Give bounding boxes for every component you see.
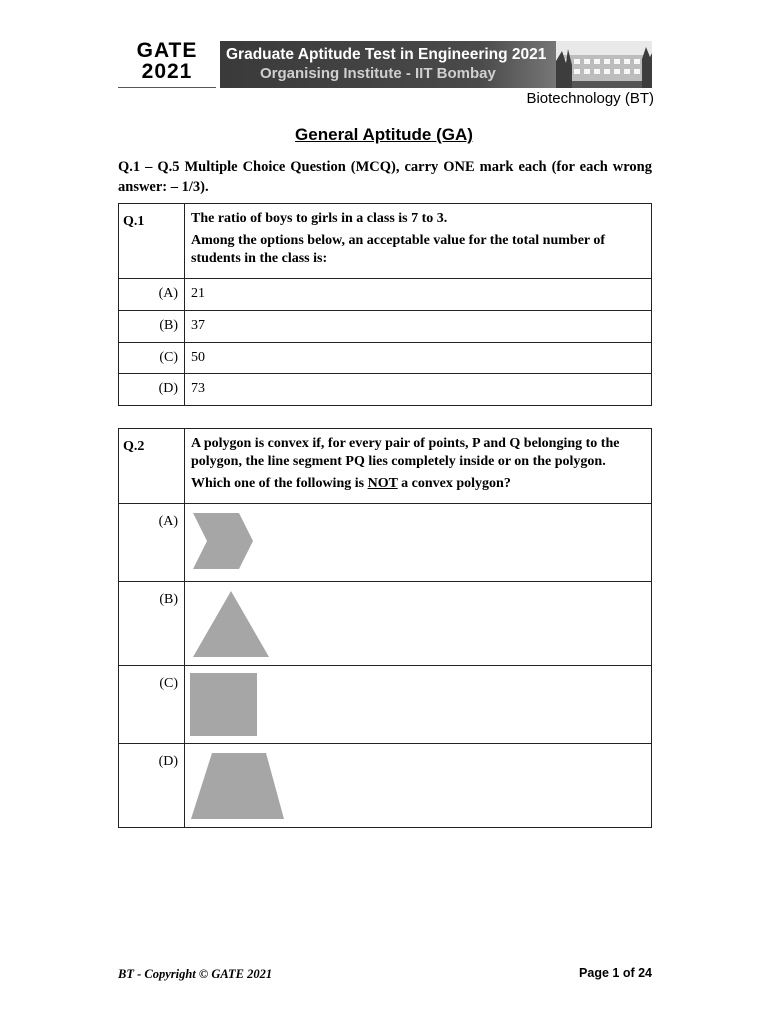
question-1-table bbox=[118, 203, 652, 406]
option-label: (D) bbox=[119, 744, 185, 828]
banner-title: Graduate Aptitude Test in Engineering 2021 bbox=[226, 46, 547, 63]
banner-subtitle: Organising Institute - IIT Bombay bbox=[260, 65, 496, 82]
stem-text: Which one of the following is bbox=[191, 476, 368, 491]
option-b[interactable] bbox=[185, 582, 652, 666]
option-d[interactable] bbox=[185, 744, 652, 828]
logo-line1: GATE bbox=[136, 39, 198, 62]
stem-line: The ratio of boys to girls in a class is 7 to 3. bbox=[191, 211, 448, 226]
question-stem bbox=[185, 204, 652, 279]
option-b[interactable]: 37 bbox=[185, 311, 652, 343]
option-label: (D) bbox=[119, 374, 185, 406]
option-label: (C) bbox=[119, 343, 185, 374]
option-label: (C) bbox=[119, 666, 185, 744]
gate-logo bbox=[118, 40, 216, 88]
option-label: (A) bbox=[119, 279, 185, 311]
section-title: General Aptitude (GA) bbox=[295, 125, 473, 144]
section-instructions: Q.1 – Q.5 Multiple Choice Question (MCQ), carry ONE mark each (for each wrong answer: – 1/3). bbox=[118, 159, 652, 195]
question-number: Q.1 bbox=[119, 204, 185, 279]
building-icon bbox=[556, 41, 652, 88]
question-stem bbox=[185, 429, 652, 504]
option-label: (B) bbox=[119, 311, 185, 343]
chevron-polygon-shape bbox=[191, 511, 255, 571]
subject-label: Biotechnology (BT) bbox=[526, 90, 654, 107]
option-label: (B) bbox=[119, 582, 185, 666]
question-number: Q.2 bbox=[119, 429, 185, 504]
logo-line2: 2021 bbox=[141, 60, 193, 83]
option-d[interactable]: 73 bbox=[185, 374, 652, 406]
stem-text: a convex polygon? bbox=[397, 476, 511, 491]
option-a[interactable]: 21 bbox=[185, 279, 652, 311]
stem-line bbox=[191, 475, 645, 493]
question-2-table bbox=[118, 428, 652, 828]
option-c[interactable] bbox=[185, 666, 652, 744]
option-c[interactable]: 50 bbox=[185, 343, 652, 374]
stem-line: Among the options below, an acceptable value for the total number of students in the class is: bbox=[191, 233, 606, 266]
footer-page-number: Page 1 of 24 bbox=[579, 966, 652, 980]
stem-line: A polygon is convex if, for every pair of points, P and Q belonging to the polygon, the line segment PQ lies completely inside or on the polygon. bbox=[191, 436, 620, 469]
stem-emphasis: NOT bbox=[367, 476, 398, 491]
trapezoid-shape bbox=[190, 751, 286, 821]
square-shape bbox=[190, 673, 258, 737]
option-label: (A) bbox=[119, 504, 185, 582]
header-banner bbox=[220, 41, 652, 88]
footer-copyright: BT - Copyright © GATE 2021 bbox=[118, 967, 273, 981]
triangle-shape bbox=[191, 589, 271, 659]
logo-rule bbox=[118, 87, 216, 88]
option-a[interactable] bbox=[185, 504, 652, 582]
